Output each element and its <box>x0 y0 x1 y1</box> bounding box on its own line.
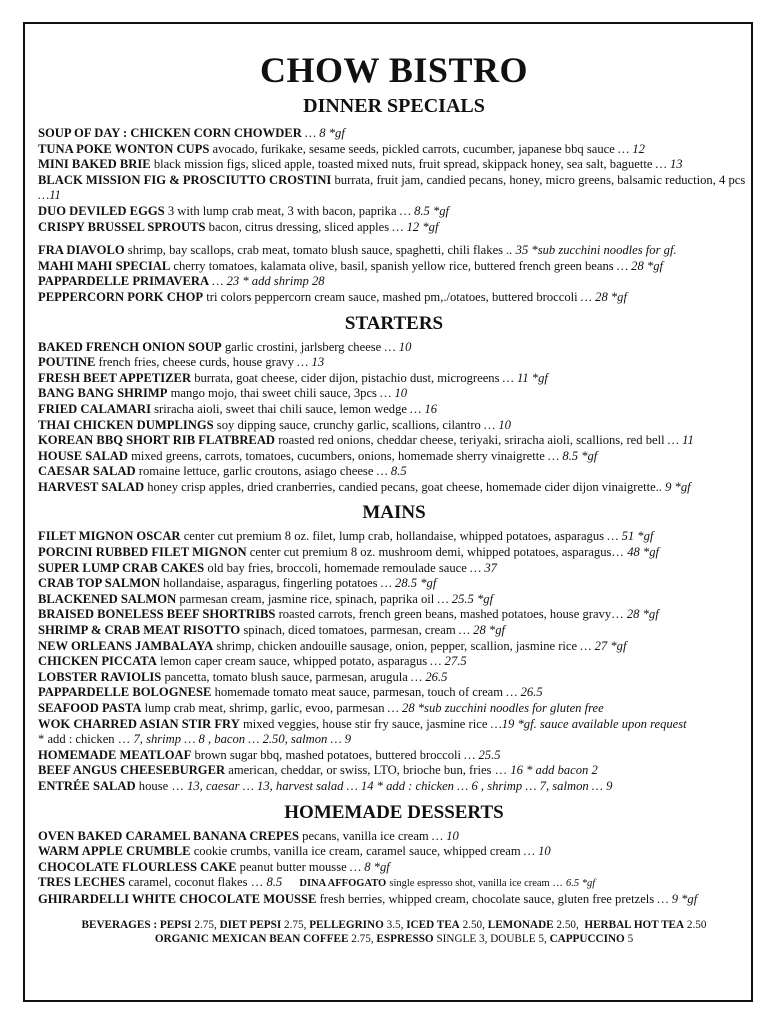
menu-item-name: PAPPARDELLE BOLOGNESE <box>38 685 212 700</box>
menu-item-desc: cookie crumbs, vanilla ice cream, caramel sauce, whipped cream <box>193 844 521 859</box>
menu-item-name: TRES LECHES <box>38 875 126 890</box>
beverage-price: 2.50, <box>459 918 488 931</box>
desserts-heading: HOMEMADE DESSERTS <box>284 801 504 823</box>
menu-item-price: … 16 <box>410 401 438 416</box>
menu-item <box>38 860 750 876</box>
menu-item-desc: pecans, vanilla ice cream <box>302 828 429 843</box>
menu-item-desc: peanut butter mousse <box>239 859 347 874</box>
menu-item-price: … 8.5 *gf <box>547 448 598 463</box>
menu-item-price: 7, shrimp … 8 , bacon … 2.50, salmon … 9 <box>133 732 352 747</box>
menu-item-price: … 25.5 <box>464 747 501 762</box>
menu-item <box>38 290 750 306</box>
menu-item-price: … 27 *gf <box>580 638 627 653</box>
menu-item <box>38 259 750 275</box>
menu-item-name: SEAFOOD PASTA <box>38 701 142 715</box>
menu-item-price: … 11 *gf <box>502 370 548 385</box>
menu-item-price: … 8 *gf <box>349 859 390 874</box>
menu-item-price: … 8.5 <box>376 464 407 479</box>
menu-item <box>38 157 750 173</box>
menu-item-name: CHICKEN PICCATA <box>38 654 157 669</box>
menu-item-name: LOBSTER RAVIOLIS <box>38 669 162 684</box>
menu-item-name: FRIED CALAMARI <box>38 401 151 416</box>
menu-item-name: BLACK MISSION FIG & PROSCIUTTO CROSTINI <box>38 172 332 187</box>
menu-item-name: HOUSE SALAD <box>38 448 128 463</box>
menu-item-name: BANG BANG SHRIMP <box>38 386 168 401</box>
beverage-name: ICED TEA <box>406 918 460 931</box>
menu-item <box>38 829 750 845</box>
menu-item-price: … 51 *gf <box>607 529 654 544</box>
menu-item-desc: single espresso shot, vanilla ice cream … <box>389 878 563 890</box>
menu-item-desc: burrata, fruit jam, candied pecans, honey, micro greens, balsamic reduction, 4 pcs <box>334 172 746 187</box>
menu-item-name: CRAB TOP SALMON <box>38 576 160 591</box>
menu-item-desc: bacon, citrus dressing, sliced apples <box>208 219 390 234</box>
menu-item-price: … 28 *gf <box>616 258 664 273</box>
menu-item-price: … 10 <box>431 828 459 843</box>
menu-item-price: … 11 <box>667 433 694 448</box>
menu-item-price: … 26.5 <box>411 669 448 684</box>
beverage-price: 2.75, <box>348 932 377 945</box>
menu-item-price: .. 35 *sub zucchini noodles for gf. <box>506 243 677 258</box>
menu-item-desc: avocado, furikake, sesame seeds, pickled carrots, cucumber, japanese bbq sauce <box>212 141 615 156</box>
menu-item-price: … 10 <box>384 339 412 354</box>
starters-list <box>38 340 750 496</box>
beverage-name: PELLEGRINO <box>309 918 384 931</box>
beverage-name: BEVERAGES : PEPSI <box>81 918 192 931</box>
beverage-price: SINGLE 3, DOUBLE 5, <box>433 932 550 945</box>
beverage-price: 3.5, <box>383 918 407 931</box>
menu-item-desc: burrata, goat cheese, cider dijon, pistachio dust, microgreens <box>194 370 500 385</box>
menu-item-name: WOK CHARRED ASIAN STIR FRY <box>38 716 240 731</box>
menu-item <box>38 732 750 748</box>
menu-item-name: BLACKENED SALMON <box>38 591 177 606</box>
menu-item-name: MAHI MAHI SPECIAL <box>38 258 171 273</box>
menu-item-price: … 12 <box>617 141 645 156</box>
menu-item-name: BAKED FRENCH ONION SOUP <box>38 339 222 354</box>
restaurant-title: CHOW BISTRO <box>260 50 528 90</box>
menu-item-desc: brown sugar bbq, mashed potatoes, buttered broccoli <box>194 747 461 762</box>
menu-item-name: HOMEMADE MEATLOAF <box>38 747 192 762</box>
beverages-block <box>38 918 750 946</box>
menu-item-desc: lump crab meat, shrimp, garlic, evoo, parmesan <box>144 701 385 715</box>
menu-item-name: DINA AFFOGATO <box>299 878 387 890</box>
menu-item-desc: shrimp, bay scallops, crab meat, tomato blush sauce, spaghetti, chili flakes <box>127 243 504 258</box>
menu-item-price: 28 *gf <box>626 607 659 622</box>
menu-item-desc: old bay fries, broccoli, homemade remoulade sauce <box>207 560 467 575</box>
menu-item <box>38 670 750 686</box>
beverage-name: ORGANIC MEXICAN BEAN COFFEE <box>154 932 349 945</box>
menu-item-price: … 8 *gf <box>304 126 345 140</box>
beverage-price: 2.75, <box>281 918 310 931</box>
menu-item-name: CAESAR SALAD <box>38 464 136 479</box>
menu-item-price: … 28 *gf <box>580 289 627 304</box>
menu-item-name: THAI CHICKEN DUMPLINGS <box>38 417 214 432</box>
menu-item-desc: mixed veggies, house stir fry sauce, jasmine rice <box>242 716 488 731</box>
menu-item <box>38 220 750 236</box>
beverage-price: 2.50 <box>684 918 707 931</box>
menu-item-name: POUTINE <box>38 355 96 370</box>
beverages-line-2 <box>38 932 750 946</box>
menu-item <box>38 607 750 623</box>
menu-item <box>38 717 750 733</box>
menu-item-desc: tri colors peppercorn cream sauce, mashed pm,./otatoes, buttered broccoli <box>206 289 578 304</box>
menu-item-price: … 10 <box>523 844 551 859</box>
menu-item <box>38 126 750 142</box>
menu-item-price: 9 *gf <box>665 479 691 494</box>
menu-item-price: 6.5 *gf <box>566 878 596 890</box>
menu-item <box>38 763 750 779</box>
menu-item <box>38 418 750 434</box>
menu-item-name: TUNA POKE WONTON CUPS <box>38 141 210 156</box>
desserts-list <box>38 829 750 876</box>
menu-item-desc: pancetta, tomato blush sauce, parmesan, arugula <box>164 669 408 684</box>
menu-item <box>38 173 750 204</box>
menu-item <box>38 623 750 639</box>
menu-item-name: FILET MIGNON OSCAR <box>38 529 181 544</box>
menu-item <box>38 371 750 387</box>
menu-item <box>38 243 750 259</box>
specials-list-2 <box>38 243 750 305</box>
menu-item-desc: soy dipping sauce, crunchy garlic, scallions, cilantro <box>216 417 481 432</box>
menu-item-desc: lemon caper cream sauce, whipped potato, asparagus <box>159 654 428 669</box>
menu-item-price: … 26.5 <box>506 685 543 700</box>
menu-item-desc: house … <box>138 778 184 793</box>
menu-item-name: ENTRÉE SALAD <box>38 778 136 793</box>
menu-item-price: … 12 *gf <box>392 219 439 234</box>
menu-item <box>38 748 750 764</box>
menu-item-name: FRA DIAVOLO <box>38 243 125 258</box>
beverage-name: ESPRESSO <box>376 932 434 945</box>
menu-item-desc: honey crisp apples, dried cranberries, candied pecans, goat cheese, homemade cider dijon vinaigrette.. <box>147 479 662 494</box>
menu-item-name: GHIRARDELLI WHITE CHOCOLATE MOUSSE <box>38 891 317 906</box>
menu-item <box>38 464 750 480</box>
menu-item-desc: cherry tomatoes, kalamata olive, basil, spanish yellow rice, buttered french green beans <box>173 258 614 273</box>
menu-item-desc: black mission figs, sliced apple, toasted mixed nuts, fruit spread, skippack honey, sea salt, baguette <box>153 157 653 172</box>
menu-item-name: KOREAN BBQ SHORT RIB FLATBREAD <box>38 433 276 448</box>
menu-item-desc: roasted carrots, french green beans, mashed potatoes, house gravy… <box>278 607 624 622</box>
menu-item-name: HARVEST SALAD <box>38 479 145 494</box>
menu-item-desc: mango mojo, thai sweet chili sauce, 3pcs <box>170 386 377 401</box>
menu-item-name: SUPER LUMP CRAB CAKES <box>38 560 205 575</box>
beverages-line-1 <box>38 918 750 932</box>
menu-item <box>38 701 750 717</box>
menu-item <box>38 561 750 577</box>
menu-item-name: SOUP OF DAY : CHICKEN CORN CHOWDER <box>38 126 302 140</box>
menu-item-desc: center cut premium 8 oz. mushroom demi, whipped potatoes, asparagus… <box>249 545 625 560</box>
menu-item-desc: spinach, diced tomatoes, parmesan, cream <box>243 623 456 638</box>
menu-item-desc: garlic crostini, jarlsberg cheese <box>224 339 382 354</box>
menu-item <box>38 402 750 418</box>
menu-item-desc: roasted red onions, cheddar cheese, teriyaki, sriracha aioli, scallions, red bell <box>278 433 665 448</box>
mains-list <box>38 529 750 794</box>
dessert-row-combined <box>38 875 750 892</box>
menu-item-price: 8.5 <box>266 875 283 890</box>
menu-item-price: … 23 * add shrimp 28 <box>212 274 325 289</box>
menu-item-desc: sriracha aioli, sweet thai chili sauce, lemon wedge <box>154 401 407 416</box>
menu-item-price: 13, caesar … 13, harvest salad … 14 * add : chicken … 6 , shrimp … 7, salmon … 9 <box>187 778 613 793</box>
menu-item <box>38 592 750 608</box>
menu-item <box>38 779 750 795</box>
beverage-price: 2.75, <box>191 918 220 931</box>
menu-item <box>38 545 750 561</box>
menu-item-price: … 37 <box>469 560 497 575</box>
menu-item-price: … 28 *sub zucchini noodles for gluten free <box>387 701 604 715</box>
menu-item-name: PEPPERCORN PORK CHOP <box>38 289 204 304</box>
menu-item <box>38 274 750 290</box>
menu-item <box>38 433 750 449</box>
menu-item-desc: mixed greens, carrots, tomatoes, cucumbers, onions, homemade sherry vinaigrette <box>131 448 545 463</box>
menu-item <box>38 844 750 860</box>
menu-item-desc: french fries, cheese curds, house gravy <box>98 355 295 370</box>
menu-item-name: PAPPARDELLE PRIMAVERA <box>38 274 210 289</box>
menu-item-desc: homemade tomato meat sauce, parmesan, touch of cream <box>214 685 504 700</box>
menu-item-price: … 28 *gf <box>458 623 505 638</box>
menu-item <box>38 142 750 158</box>
menu-item-price: … 9 *gf <box>657 891 698 906</box>
menu-item-name: FRESH BEET APPETIZER <box>38 370 192 385</box>
menu-item <box>38 685 750 701</box>
menu-item-price: 48 *gf <box>627 545 660 560</box>
beverage-name: DIET PEPSI <box>219 918 282 931</box>
menu-item-desc: parmesan cream, jasmine rice, spinach, paprika oil <box>179 591 435 606</box>
menu-item <box>38 654 750 670</box>
menu-item-name: SHRIMP & CRAB MEAT RISOTTO <box>38 623 241 638</box>
menu-item <box>38 449 750 465</box>
menu-item-name: DUO DEVILED EGGS <box>38 203 165 218</box>
menu-item-desc: caramel, coconut flakes … <box>128 875 264 890</box>
beverage-price: 5 <box>624 932 634 945</box>
beverage-price: 2.50, <box>553 918 585 931</box>
menu-item-name: OVEN BAKED CARAMEL BANANA CREPES <box>38 828 299 843</box>
menu-item-name: MINI BAKED BRIE <box>38 157 151 172</box>
beverage-name: CAPPUCCINO <box>549 932 625 945</box>
menu-item-price: … 8.5 *gf <box>399 203 450 218</box>
menu-item-name: BRAISED BONELESS BEEF SHORTRIBS <box>38 607 276 622</box>
menu-item <box>38 480 750 496</box>
menu-item <box>38 529 750 545</box>
menu-item-desc: fresh berries, whipped cream, chocolate sauce, gluten free pretzels <box>319 891 655 906</box>
menu-item <box>38 204 750 220</box>
menu-item-desc: shrimp, chicken andouille sausage, onion, pepper, scallion, jasmine rice <box>216 638 578 653</box>
menu-item-name: PORCINI RUBBED FILET MIGNON <box>38 545 247 560</box>
menu-item-price: … 27.5 <box>430 654 467 669</box>
menu-item-price: … 28.5 *gf <box>380 576 437 591</box>
menu-item <box>38 576 750 592</box>
menu-item-price: 16 * add bacon 2 <box>510 763 598 778</box>
menu-item-price: …19 *gf. sauce available upon request <box>490 716 687 731</box>
menu-item-price: … 10 <box>380 386 408 401</box>
menu-item <box>38 639 750 655</box>
beverage-name: HERBAL HOT TEA <box>584 918 685 931</box>
menu-item-name: WARM APPLE CRUMBLE <box>38 844 191 859</box>
menu-item-desc: romaine lettuce, garlic croutons, asiago cheese <box>138 464 374 479</box>
menu-item-price: … 10 <box>484 417 511 432</box>
mains-heading: MAINS <box>362 502 426 524</box>
menu-item-price: … 25.5 *gf <box>437 591 494 606</box>
specials-list <box>38 126 750 235</box>
menu-item-price: …11 <box>38 188 61 203</box>
menu-item-name: NEW ORLEANS JAMBALAYA <box>38 638 214 653</box>
menu-item-name: CRISPY BRUSSEL SPROUTS <box>38 219 206 234</box>
menu-item <box>38 386 750 402</box>
menu-item-desc: * add : chicken … <box>38 732 131 747</box>
starters-heading: STARTERS <box>344 312 444 334</box>
menu-item <box>38 340 750 356</box>
menu-item-desc: center cut premium 8 oz. filet, lump crab, hollandaise, whipped potatoes, asparagus <box>183 529 605 544</box>
menu-item-desc: american, cheddar, or swiss, LTO, brioche bun, fries … <box>228 763 508 778</box>
menu-item-price: … 13 <box>297 355 325 370</box>
menu-item-name: BEEF ANGUS CHEESEBURGER <box>38 763 226 778</box>
dinner-specials-heading: DINNER SPECIALS <box>303 95 485 117</box>
menu-item-name: CHOCOLATE FLOURLESS CAKE <box>38 859 237 874</box>
menu-content <box>38 50 750 946</box>
beverage-name: LEMONADE <box>487 918 554 931</box>
dessert-item-last <box>38 892 750 908</box>
menu-item-desc: hollandaise, asparagus, fingerling potatoes <box>163 576 378 591</box>
menu-item <box>38 355 750 371</box>
menu-item-price: … 13 <box>655 157 683 172</box>
menu-item-desc: 3 with lump crab meat, 3 with bacon, paprika <box>167 203 397 218</box>
